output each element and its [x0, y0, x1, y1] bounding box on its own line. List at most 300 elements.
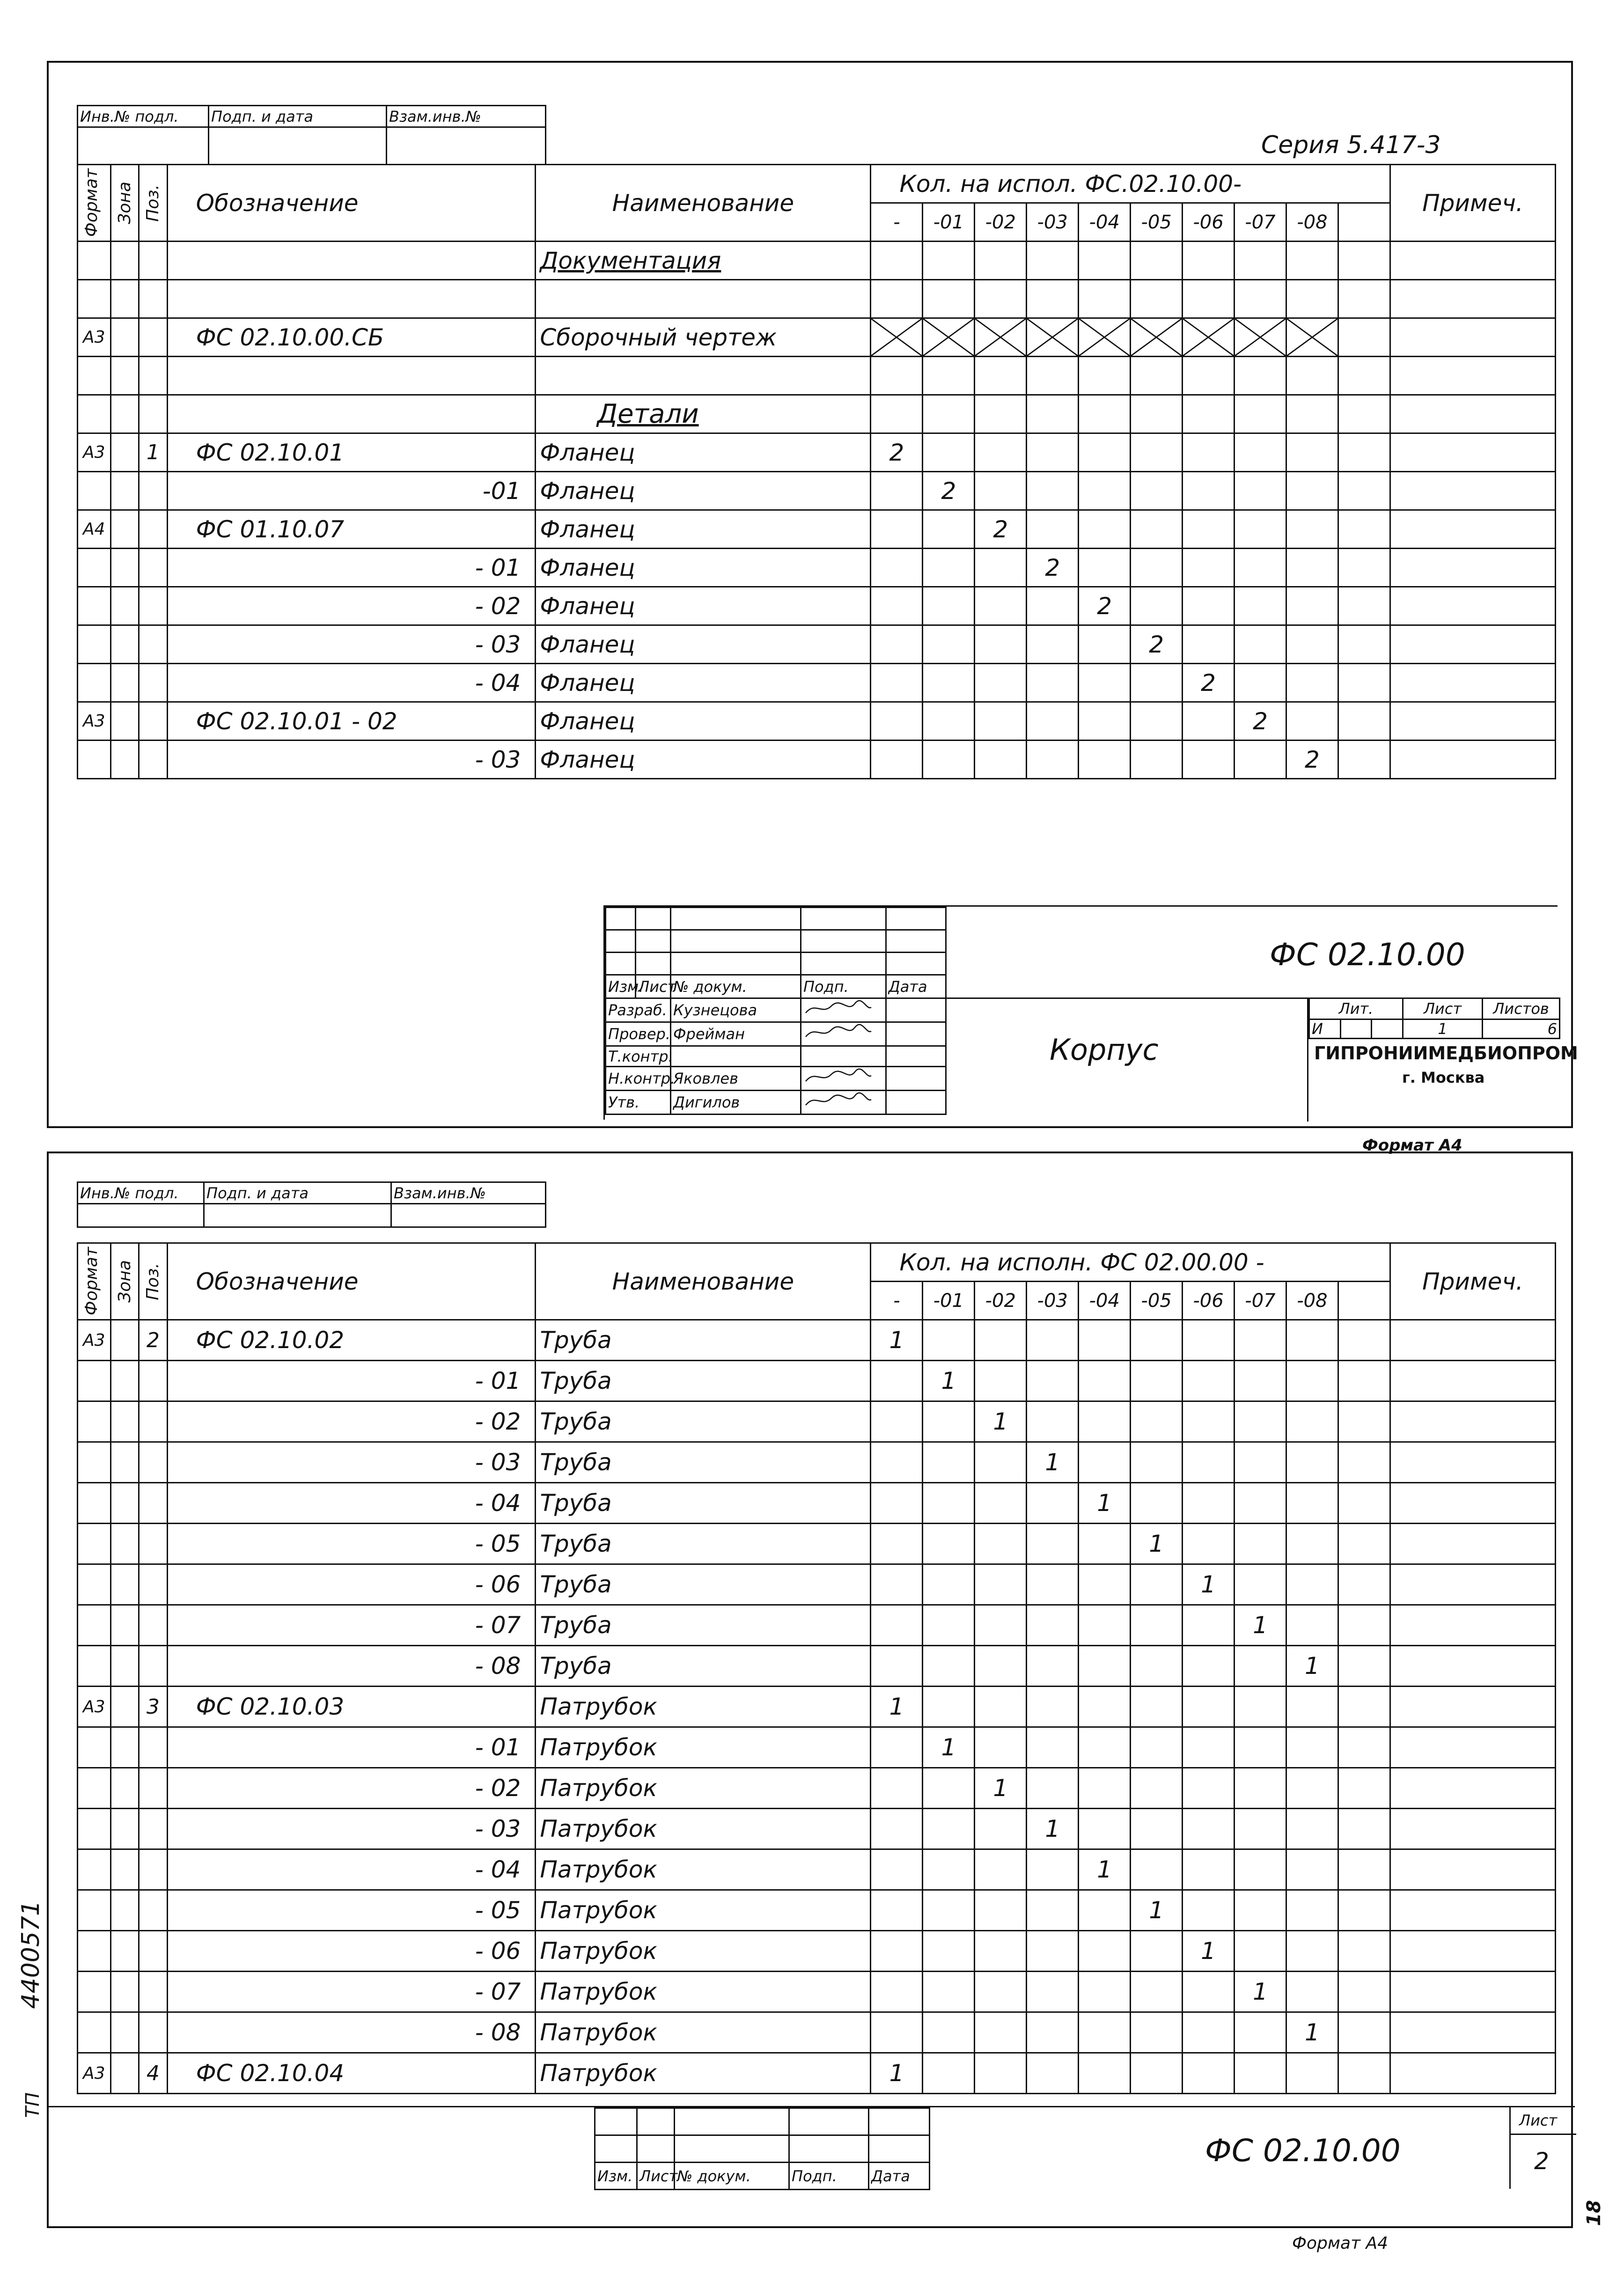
row-format: А3 [78, 2053, 111, 2094]
title-block-col-caption: № докум. [675, 2163, 789, 2190]
qty-cell: 1 [1027, 1809, 1079, 1849]
qty-cell [975, 433, 1027, 472]
qty-cell [1027, 433, 1079, 472]
qty-cell [1131, 1361, 1183, 1401]
qty-cell [923, 242, 975, 280]
qty-cell [1131, 1564, 1183, 1605]
row-name: Патрубок [536, 2053, 871, 2094]
row-note [1390, 1768, 1555, 1809]
table-row [78, 2012, 1556, 2053]
qty-cell [1131, 1320, 1183, 1361]
qty-cell [871, 1564, 923, 1605]
qty-cell [1079, 1768, 1131, 1809]
row-zone [110, 549, 139, 587]
row-zone [110, 1442, 139, 1483]
row-pos [139, 1442, 168, 1483]
row-pos [139, 549, 168, 587]
qty-cell [1027, 280, 1079, 318]
qty-cell [871, 1768, 923, 1809]
row-pos [139, 395, 168, 433]
qty-cell [1131, 741, 1183, 779]
row-zone [110, 1605, 139, 1646]
row-zone [110, 472, 139, 510]
qty-cell [1286, 664, 1338, 702]
qty-cell [923, 1646, 975, 1687]
qty-cell [1079, 1931, 1131, 1972]
qty-cell: 1 [1235, 1605, 1286, 1646]
row-zone [110, 1849, 139, 1890]
row-pos [139, 1646, 168, 1687]
qty-cell [871, 1646, 923, 1687]
qty-cell [1027, 2012, 1079, 2053]
qty-cell [975, 1931, 1027, 1972]
qty-cell [923, 1401, 975, 1442]
qty-cell [1183, 625, 1235, 664]
qty-cell [871, 1361, 923, 1401]
row-zone [110, 510, 139, 549]
qty-cell: 1 [1286, 2012, 1338, 2053]
qty-cell [1183, 1483, 1235, 1524]
qty-cell [871, 702, 923, 741]
row-zone [110, 1768, 139, 1809]
row-designation: - 07 [167, 1605, 536, 1646]
qty-cell [1286, 280, 1338, 318]
row-note [1390, 1931, 1555, 1972]
qty-cell [1131, 1687, 1183, 1727]
qty-cell [1131, 1972, 1183, 2012]
row-note [1390, 510, 1555, 549]
row-note [1390, 395, 1555, 433]
row-format [78, 1768, 111, 1809]
qty-cell [975, 280, 1027, 318]
qty-cell [1235, 549, 1286, 587]
title-block-col-caption: Подп. [789, 2163, 869, 2190]
qty-cell [1183, 1361, 1235, 1401]
qty-cell: 1 [975, 1401, 1027, 1442]
qty-cell [1131, 280, 1183, 318]
spec-table-2 [77, 1242, 1556, 2094]
table-row [78, 1524, 1556, 1564]
row-designation: - 06 [167, 1564, 536, 1605]
qty-cell: 1 [1131, 1890, 1183, 1931]
row-note [1390, 1972, 1555, 2012]
cross-cell [923, 318, 975, 357]
header-variant: -04 [1079, 203, 1131, 242]
row-pos [139, 587, 168, 625]
row-name: Фланец [536, 472, 871, 510]
row-zone [110, 1483, 139, 1524]
sheet-number-2: 2 [1534, 2148, 1549, 2175]
qty-cell [1079, 357, 1131, 395]
title-block-col-caption: Лист [637, 2163, 675, 2190]
role-name [670, 1046, 801, 1067]
qty-cell [1027, 1931, 1079, 1972]
row-format [78, 1931, 111, 1972]
header-name: Наименование [536, 1243, 871, 1320]
header-designation: Обозначение [167, 165, 536, 242]
qty-cell [923, 395, 975, 433]
title-block-col-caption: Изм. [606, 975, 636, 998]
table-row [78, 280, 1556, 318]
qty-cell [1079, 741, 1131, 779]
qty-cell [1183, 741, 1235, 779]
row-format [78, 1401, 111, 1442]
qty-cell [1079, 1564, 1131, 1605]
archive-sign-label-2: Подп. и дата [204, 1182, 391, 1204]
row-pos [139, 1890, 168, 1931]
row-note [1390, 549, 1555, 587]
title-block-title: Корпус [1050, 1033, 1159, 1067]
cross-cell [975, 318, 1027, 357]
qty-cell [871, 280, 923, 318]
qty-cell [975, 1483, 1027, 1524]
qty-cell [871, 1401, 923, 1442]
qty-cell [1286, 1768, 1338, 1809]
header-variant: -03 [1027, 1282, 1079, 1320]
row-name: Патрубок [536, 1687, 871, 1727]
row-zone [110, 587, 139, 625]
archive-sign-label: Подп. и дата [209, 106, 387, 127]
qty-cell: 2 [1235, 702, 1286, 741]
row-zone [110, 1727, 139, 1768]
role-label: Провер. [606, 1022, 671, 1046]
qty-cell [1235, 1361, 1286, 1401]
qty-cell [1286, 1890, 1338, 1931]
qty-cell [1235, 1564, 1286, 1605]
row-pos: 4 [139, 2053, 168, 2094]
qty-cell [1235, 625, 1286, 664]
row-zone [110, 2053, 139, 2094]
header-format: Формат [82, 1247, 101, 1316]
header-row [78, 1243, 1556, 1282]
row-name: Труба [536, 1646, 871, 1687]
row-note [1390, 1890, 1555, 1931]
qty-cell [871, 1809, 923, 1849]
row-note [1390, 1727, 1555, 1768]
row-format [78, 472, 111, 510]
table-row [78, 242, 1556, 280]
qty-cell [1079, 1727, 1131, 1768]
qty-cell [923, 2012, 975, 2053]
header-note: Примеч. [1390, 1243, 1555, 1320]
title-block-role-row [606, 1046, 946, 1067]
qty-cell [923, 1687, 975, 1727]
table-row [78, 1361, 1556, 1401]
qty-cell [1183, 395, 1235, 433]
table-row [78, 1849, 1556, 1890]
qty-cell [1079, 1890, 1131, 1931]
qty-cell [1235, 1483, 1286, 1524]
row-designation: ФС 02.10.02 [167, 1320, 536, 1361]
qty-cell [1079, 242, 1131, 280]
row-designation: - 05 [167, 1524, 536, 1564]
org-name: ГИПРОНИИМЕДБИОПРОМ [1314, 1043, 1578, 1063]
row-format: А3 [78, 702, 111, 741]
row-designation: - 04 [167, 664, 536, 702]
signature-cell [801, 998, 886, 1022]
row-format [78, 1442, 111, 1483]
row-format [78, 1809, 111, 1849]
row-pos [139, 2012, 168, 2053]
row-pos [139, 702, 168, 741]
qty-cell [1183, 1768, 1235, 1809]
row-pos [139, 741, 168, 779]
qty-cell [923, 1524, 975, 1564]
qty-cell [871, 1524, 923, 1564]
row-designation: - 01 [167, 549, 536, 587]
qty-cell [1131, 1483, 1183, 1524]
header-variant: -05 [1131, 1282, 1183, 1320]
qty-cell [1286, 1687, 1338, 1727]
title-block-2 [49, 2106, 1575, 2231]
title-block-code-2: ФС 02.10.00 [1205, 2133, 1401, 2169]
qty-cell: 1 [1235, 1972, 1286, 2012]
role-label: Н.контр. [606, 1067, 671, 1091]
title-block-col-caption: Дата [869, 2163, 930, 2190]
row-format [78, 1361, 111, 1401]
row-pos [139, 357, 168, 395]
qty-cell [975, 472, 1027, 510]
row-format [78, 2012, 111, 2053]
qty-cell [1079, 702, 1131, 741]
qty-cell [923, 549, 975, 587]
row-note [1390, 1320, 1555, 1361]
table-row [78, 472, 1556, 510]
qty-cell [1131, 1931, 1183, 1972]
format-label-2: Формат А4 [1292, 2234, 1389, 2253]
row-designation: - 01 [167, 1361, 536, 1401]
qty-cell [1079, 472, 1131, 510]
row-pos [139, 1768, 168, 1809]
qty-cell [923, 2053, 975, 2094]
qty-cell [1183, 2012, 1235, 2053]
qty-cell: 1 [1286, 1646, 1338, 1687]
qty-cell [1131, 242, 1183, 280]
qty-cell [1235, 1849, 1286, 1890]
table-row [78, 2053, 1556, 2094]
qty-cell [975, 741, 1027, 779]
archive-table-2 [77, 1181, 546, 1228]
qty-cell [1235, 1727, 1286, 1768]
table-row [78, 1890, 1556, 1931]
title-block-role-row [606, 998, 946, 1022]
row-zone [110, 1524, 139, 1564]
qty-cell [871, 1727, 923, 1768]
qty-cell: 1 [871, 2053, 923, 2094]
qty-cell [1027, 1727, 1079, 1768]
row-pos: 2 [139, 1320, 168, 1361]
row-name: Труба [536, 1320, 871, 1361]
header-variant: - [871, 203, 923, 242]
row-designation: - 01 [167, 1727, 536, 1768]
qty-cell [923, 510, 975, 549]
qty-cell [1027, 1401, 1079, 1442]
qty-cell [1027, 242, 1079, 280]
qty-cell [871, 2012, 923, 2053]
qty-cell [871, 242, 923, 280]
qty-cell [1131, 587, 1183, 625]
qty-cell [1131, 1768, 1183, 1809]
qty-cell [1131, 1809, 1183, 1849]
qty-cell [1079, 664, 1131, 702]
row-name [536, 357, 871, 395]
row-zone [110, 702, 139, 741]
row-format [78, 280, 111, 318]
row-note [1390, 280, 1555, 318]
qty-cell [975, 1320, 1027, 1361]
qty-cell [1131, 702, 1183, 741]
header-designation: Обозначение [167, 1243, 536, 1320]
qty-cell [1183, 510, 1235, 549]
title-block-col-caption: Подп. [801, 975, 886, 998]
qty-cell [923, 587, 975, 625]
qty-cell [1027, 1768, 1079, 1809]
row-designation: ФС 02.10.00.СБ [167, 318, 536, 357]
role-name: Фрейман [670, 1022, 801, 1046]
title-block-col-caption: Дата [886, 975, 946, 998]
series-label: Серия 5.417-3 [1261, 131, 1441, 159]
header-variant: - [871, 1282, 923, 1320]
margin-number: 4400571 [17, 1900, 45, 2009]
row-zone [110, 741, 139, 779]
qty-cell [1079, 280, 1131, 318]
sheets-value: 6 [1483, 1019, 1560, 1039]
qty-cell [975, 1890, 1027, 1931]
row-note [1390, 1564, 1555, 1605]
row-note [1390, 472, 1555, 510]
role-name: Яковлев [670, 1067, 801, 1091]
row-note [1390, 2012, 1555, 2053]
row-designation: - 02 [167, 1401, 536, 1442]
qty-cell [1183, 549, 1235, 587]
row-name: Фланец [536, 702, 871, 741]
qty-cell [923, 433, 975, 472]
qty-cell [1286, 510, 1338, 549]
qty-cell: 2 [1079, 587, 1131, 625]
qty-cell [1286, 1809, 1338, 1849]
qty-cell: 1 [1183, 1931, 1235, 1972]
row-note [1390, 1524, 1555, 1564]
qty-cell [1286, 1442, 1338, 1483]
qty-cell [1183, 472, 1235, 510]
qty-cell [1235, 1442, 1286, 1483]
qty-cell [1286, 1483, 1338, 1524]
table-row [78, 1320, 1556, 1361]
qty-cell [923, 1605, 975, 1646]
qty-cell: 1 [923, 1361, 975, 1401]
qty-cell [1027, 357, 1079, 395]
row-name: Фланец [536, 433, 871, 472]
qty-cell [1131, 395, 1183, 433]
qty-cell [1235, 395, 1286, 433]
role-name: Дигилов [670, 1091, 801, 1115]
row-pos [139, 1401, 168, 1442]
row-name: Патрубок [536, 1727, 871, 1768]
row-designation: - 07 [167, 1972, 536, 2012]
row-note [1390, 1483, 1555, 1524]
table-row [78, 549, 1556, 587]
table-row [78, 664, 1556, 702]
header-variant: -07 [1235, 203, 1286, 242]
qty-cell [1235, 1768, 1286, 1809]
row-designation [167, 280, 536, 318]
role-label: Утв. [606, 1091, 671, 1115]
qty-cell [1286, 1849, 1338, 1890]
qty-cell [1027, 2053, 1079, 2094]
qty-cell [1131, 433, 1183, 472]
qty-cell [1286, 1320, 1338, 1361]
row-pos [139, 280, 168, 318]
qty-cell [975, 1972, 1027, 2012]
cross-cell [1183, 318, 1235, 357]
row-designation [167, 395, 536, 433]
qty-cell [1235, 664, 1286, 702]
qty-cell [1235, 1890, 1286, 1931]
row-pos [139, 1564, 168, 1605]
row-note [1390, 1605, 1555, 1646]
qty-cell [1286, 472, 1338, 510]
table-row [78, 1809, 1556, 1849]
row-name: Патрубок [536, 1768, 871, 1809]
archive-table [77, 105, 546, 165]
qty-cell: 2 [1131, 625, 1183, 664]
signature-cell [801, 1022, 886, 1046]
table-row [78, 1564, 1556, 1605]
qty-cell [923, 1320, 975, 1361]
title-block-col-caption: Изм. [595, 2163, 637, 2190]
qty-cell [1131, 2012, 1183, 2053]
row-designation: ФС 02.10.03 [167, 1687, 536, 1727]
qty-cell [1183, 1727, 1235, 1768]
row-pos [139, 1809, 168, 1849]
row-designation: - 02 [167, 1768, 536, 1809]
header-variant: -01 [923, 1282, 975, 1320]
qty-cell [1183, 587, 1235, 625]
qty-cell: 1 [1079, 1483, 1131, 1524]
header-variant: -08 [1286, 1282, 1338, 1320]
table-row [78, 587, 1556, 625]
qty-cell [871, 357, 923, 395]
row-format [78, 1849, 111, 1890]
qty-cell [1027, 741, 1079, 779]
qty-cell [923, 357, 975, 395]
row-name: Труба [536, 1401, 871, 1442]
qty-cell [1027, 587, 1079, 625]
row-name: Фланец [536, 625, 871, 664]
row-zone [110, 1646, 139, 1687]
qty-cell [1286, 1361, 1338, 1401]
qty-cell [1131, 1849, 1183, 1890]
header-variant: -04 [1079, 1282, 1131, 1320]
qty-cell [923, 741, 975, 779]
table-row [78, 1646, 1556, 1687]
qty-cell [1235, 1524, 1286, 1564]
row-zone [110, 280, 139, 318]
row-format [78, 1646, 111, 1687]
table-row [78, 702, 1556, 741]
qty-cell [1235, 1931, 1286, 1972]
row-zone [110, 1809, 139, 1849]
row-name: Фланец [536, 549, 871, 587]
qty-cell [1235, 1401, 1286, 1442]
row-name: Документация [536, 242, 871, 280]
row-format [78, 1564, 111, 1605]
row-format: А3 [78, 1320, 111, 1361]
header-variant: -02 [975, 1282, 1027, 1320]
row-designation: - 08 [167, 2012, 536, 2053]
archive-replace-label-2: Взам.инв.№ [391, 1182, 546, 1204]
qty-cell [1131, 1401, 1183, 1442]
